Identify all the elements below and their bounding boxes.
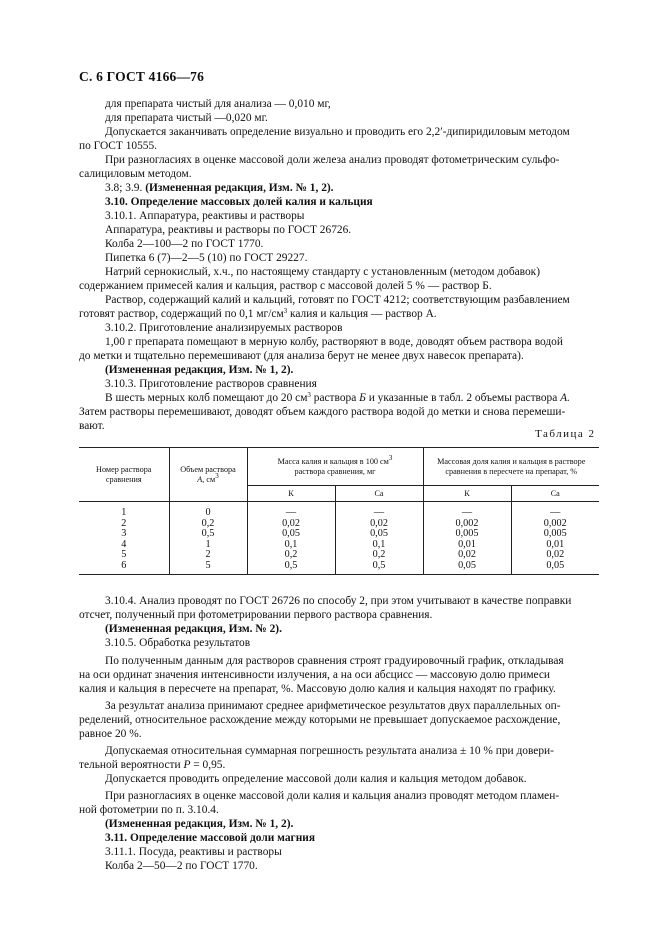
header-mass: Масса калия и кальция в 100 $см^3$ раствора сравнения, мг bbox=[247, 448, 423, 486]
text-line: 1,00 г препарата помещают в мерную колбу, растворяют в воде, доводят объем раствора водой bbox=[105, 336, 563, 348]
text-line: для препарата чистый для анализа — 0,010 мг, bbox=[105, 98, 331, 110]
cell: 2 bbox=[169, 550, 247, 561]
cell: 0,02 bbox=[423, 550, 511, 561]
cell: 6 bbox=[79, 561, 169, 574]
cell: 0,02 bbox=[247, 519, 335, 530]
table-row bbox=[79, 561, 599, 574]
cell: 0,2 bbox=[169, 519, 247, 530]
text-line: Колба 2—100—2 по ГОСТ 1770. bbox=[105, 238, 264, 250]
cell: 0,002 bbox=[423, 519, 511, 530]
cell: 0,05 bbox=[511, 561, 599, 574]
cell: — bbox=[423, 502, 511, 519]
text-line: При разногласиях в оценке массовой доли калия и кальция анализ проводят методом пламен- bbox=[105, 790, 560, 802]
text-line: В шесть мерных колб помещают до 20 $см^3$ раствора Б и указанные в табл. 2 объемы раствора А. bbox=[105, 391, 570, 404]
header-ca-fraction: Са bbox=[511, 486, 599, 502]
text-line: 3.10.2. Приготовление анализируемых растворов bbox=[105, 322, 343, 334]
cell: 4 bbox=[79, 540, 169, 551]
cell: 0,005 bbox=[511, 529, 599, 540]
table-row bbox=[79, 519, 599, 530]
text-line: ной фотометрии по п. 3.10.4. bbox=[79, 804, 219, 816]
cell: 1 bbox=[79, 502, 169, 519]
revision-note: (Измененная редакция, Изм. № 2). bbox=[105, 623, 282, 635]
text-line: Аппаратура, реактивы и растворы по ГОСТ 26726. bbox=[105, 224, 352, 236]
cell: 0,5 bbox=[335, 561, 423, 574]
text-line: Раствор, содержащий калий и кальций, готовят по ГОСТ 4212; соответствующим разбавлением bbox=[105, 294, 570, 306]
table-row bbox=[79, 550, 599, 561]
text-line: 3.10.5. Обработка результатов bbox=[105, 637, 251, 649]
text-line: Допускается заканчивать определение визуально и проводить его 2,2′-дипиридиловым методом bbox=[105, 126, 570, 138]
cell: 0,5 bbox=[169, 529, 247, 540]
text-line: 3.10.1. Аппаратура, реактивы и растворы bbox=[105, 210, 305, 222]
cell: 3 bbox=[79, 529, 169, 540]
text-line: отсчет, полученный при фотометрировании первого раствора сравнения. bbox=[79, 609, 433, 621]
page-header: С. 6 ГОСТ 4166—76 bbox=[79, 69, 205, 84]
cell: 0,05 bbox=[247, 529, 335, 540]
text-line: По полученным данным для растворов сравнения строят градуировочный график, откладывая bbox=[105, 655, 564, 667]
cell: 0,2 bbox=[247, 550, 335, 561]
section-heading: 3.10. Определение массовых долей калия и кальция bbox=[105, 196, 373, 208]
text-line: Колба 2—50—2 по ГОСТ 1770. bbox=[105, 860, 258, 872]
cell: 0,1 bbox=[247, 540, 335, 551]
cell: 0,02 bbox=[511, 550, 599, 561]
text-line: Допускаемая относительная суммарная погрешность результата анализа ± 10 % при довери- bbox=[105, 745, 554, 757]
revision-note: (Измененная редакция, Изм. № 1, 2). bbox=[105, 364, 294, 376]
header-solution-number: Номер раствора сравнения bbox=[79, 448, 169, 502]
text-line: вают. bbox=[79, 420, 105, 432]
text-line: по ГОСТ 10555. bbox=[79, 140, 158, 152]
table-row bbox=[79, 540, 599, 551]
table-row bbox=[79, 502, 599, 519]
text-line: калия и кальция в пересчете на препарат, %. Массовую долю калия и кальция находят по графику. bbox=[79, 683, 556, 695]
cell: 0,02 bbox=[335, 519, 423, 530]
cell: 2 bbox=[79, 519, 169, 530]
header-ca-mass: Са bbox=[335, 486, 423, 502]
text-line: равное 20 %. bbox=[79, 728, 142, 740]
table-2 bbox=[79, 447, 599, 575]
text-line: Натрий сернокислый, х.ч., по настоящему стандарту с установленным (методом добавок) bbox=[105, 266, 540, 278]
text-line: Допускается проводить определение массовой доли калия и кальция методом добавок. bbox=[105, 773, 527, 785]
cell: 0,1 bbox=[335, 540, 423, 551]
section-heading: 3.11. Определение массовой доли магния bbox=[105, 832, 315, 844]
cell: 0,2 bbox=[335, 550, 423, 561]
cell: 0,05 bbox=[335, 529, 423, 540]
text-line: готовят раствор, содержащий по 0,1 $мг/см^3$ калия и кальция — раствор А. bbox=[79, 307, 437, 320]
cell: 1 bbox=[169, 540, 247, 551]
text-line: до метки и тщательно перемешивают (для анализа берут не менее двух навесок препарата). bbox=[79, 350, 524, 362]
text-line: содержанием примесей калия и кальция, раствор с массовой долей 5 % — раствор Б. bbox=[79, 280, 492, 292]
text-line: ределений, относительное расхождение между которыми не превышает допускаемое расхождение, bbox=[79, 714, 561, 726]
header-k-mass: К bbox=[247, 486, 335, 502]
header-fraction: Массовая доля калия и кальция в растворе сравнения в пересчете на препарат, % bbox=[423, 448, 599, 486]
header-volume: Объем раствора А, $см^3$ bbox=[169, 448, 247, 502]
cell: 0,05 bbox=[423, 561, 511, 574]
text-line: Пипетка 6 (7)—2—5 (10) по ГОСТ 29227. bbox=[105, 252, 308, 264]
text-line: для препарата чистый —0,020 мг. bbox=[105, 112, 268, 124]
cell: — bbox=[247, 502, 335, 519]
text-line: Затем растворы перемешивают, доводят объем каждого раствора водой до метки и снова перемеши- bbox=[79, 406, 566, 418]
cell: 5 bbox=[169, 561, 247, 574]
table-row bbox=[79, 529, 599, 540]
cell: 0,002 bbox=[511, 519, 599, 530]
table-caption: Таблица 2 bbox=[535, 428, 596, 440]
revision-note: (Измененная редакция, Изм. № 1, 2). bbox=[105, 818, 294, 830]
cell: — bbox=[335, 502, 423, 519]
cell: 5 bbox=[79, 550, 169, 561]
text-line: 3.10.3. Приготовление растворов сравнения bbox=[105, 378, 317, 390]
cell: 0,5 bbox=[247, 561, 335, 574]
text-line: салициловым методом. bbox=[79, 168, 192, 180]
text-line: 3.11.1. Посуда, реактивы и растворы bbox=[105, 846, 282, 858]
cell: 0,01 bbox=[511, 540, 599, 551]
text-line: на оси ординат значения интенсивности излучения, а на оси абсцисс — массовую долю примеси bbox=[79, 669, 551, 681]
cell: 0,005 bbox=[423, 529, 511, 540]
text-line: 3.8; 3.9. (Измененная редакция, Изм. № 1, 2). bbox=[105, 182, 334, 194]
text-line: За результат анализа принимают среднее арифметическое результатов двух параллельных оп- bbox=[105, 700, 561, 712]
text-line: 3.10.4. Анализ проводят по ГОСТ 26726 по способу 2, при этом учитывают в качестве поправки bbox=[105, 595, 572, 607]
cell: 0 bbox=[169, 502, 247, 519]
header-k-fraction: К bbox=[423, 486, 511, 502]
cell: 0,01 bbox=[423, 540, 511, 551]
text-line: тельной вероятности P = 0,95. bbox=[79, 759, 226, 771]
text-line: При разногласиях в оценке массовой доли железа анализ проводят фотометрическим сульфо- bbox=[105, 154, 560, 166]
cell: — bbox=[511, 502, 599, 519]
